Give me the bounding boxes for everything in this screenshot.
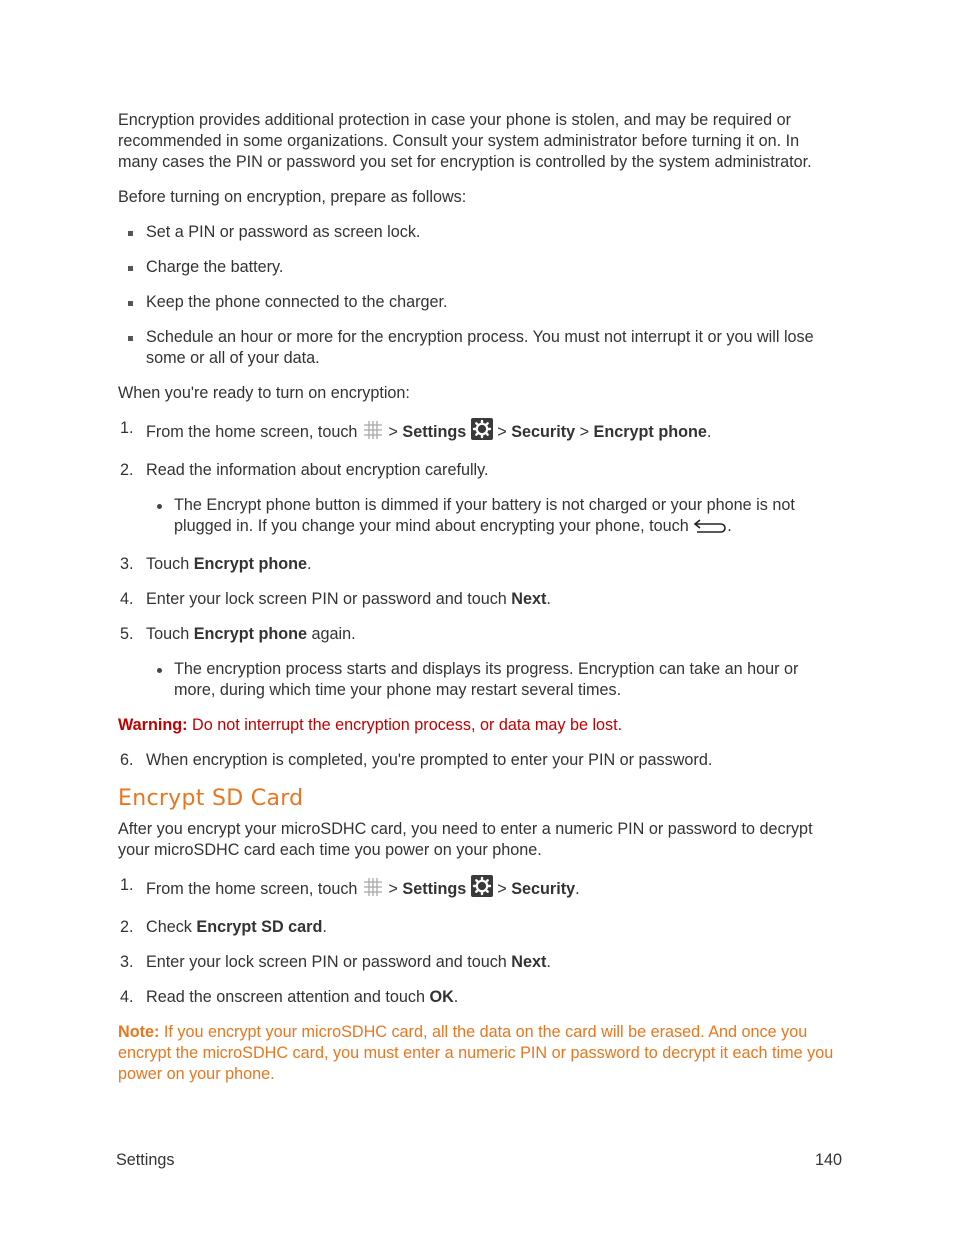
footer-section-name: Settings [116,1151,175,1169]
sd-intro-paragraph: After you encrypt your microSDHC card, you need to enter a numeric PIN or password to decrypt your microSDHC card each time you power on your phone. [118,820,813,859]
settings-gear-icon [471,875,493,903]
note-label: Note: [118,1023,160,1041]
sd-step-1: 1. From the home screen, touch > Settings > Security. [118,875,834,903]
back-arrow-icon [693,518,727,540]
list-item: Schedule an hour or more for the encryption process. You must not interrupt it or you will lose some or all of your data. [118,327,834,369]
step-1: 1. From the home screen, touch > Settings > Security > Encrypt phone. [118,418,834,446]
ready-intro: When you're ready to turn on encryption: [118,384,410,402]
section-heading: Encrypt SD Card [118,786,304,811]
step-4: 4. Enter your lock screen PIN or password and touch Next. [120,590,551,608]
step-5-note: The encryption process starts and displays its progress. Encryption can take an hour or more, during which time your phone may restart several times. [118,659,834,701]
list-item: Set a PIN or password as screen lock. [118,222,834,243]
document-body [118,110,834,1085]
sd-step-4: 4. Read the onscreen attention and touch OK. [120,988,459,1006]
sd-step-3: 3. Enter your lock screen PIN or password and touch Next. [120,953,551,971]
footer-page-number: 140 [814,1151,842,1169]
apps-grid-icon [362,877,384,903]
warning-paragraph: Warning: Do not interrupt the encryption process, or data may be lost. [118,716,623,734]
list-item: Charge the battery. [118,257,834,278]
warning-label: Warning: [118,716,188,734]
sd-step-2: 2. Check Encrypt SD card. [120,918,327,936]
apps-grid-icon [362,420,384,446]
step-6: 6. When encryption is completed, you're prompted to enter your PIN or password. [120,751,713,769]
step-3: 3. Touch Encrypt phone. [120,555,312,573]
step-5: 5. Touch Encrypt phone again. [120,625,356,643]
prepare-intro: Before turning on encryption, prepare as follows: [118,188,467,206]
step-2: 2. Read the information about encryption carefully. [120,461,489,479]
settings-gear-icon [471,418,493,446]
intro-paragraph: Encryption provides additional protection in case your phone is stolen, and may be required or recommended in some organizations. Consult your system administrator before turning it on. In many cases the PIN or password you set for encryption is controlled by the system administrator. [118,111,812,171]
step-2-note: The Encrypt phone button is dimmed if your battery is not charged or your phone is not plugged in. If you change your mind about encrypting your phone, touch . [118,495,834,540]
list-item: Keep the phone connected to the charger. [118,292,834,313]
note-paragraph: Note: If you encrypt your microSDHC card, all the data on the card will be erased. And once you encrypt the microSDHC card, you must enter a numeric PIN or password to decrypt it each time you power on your phone. [118,1023,834,1083]
